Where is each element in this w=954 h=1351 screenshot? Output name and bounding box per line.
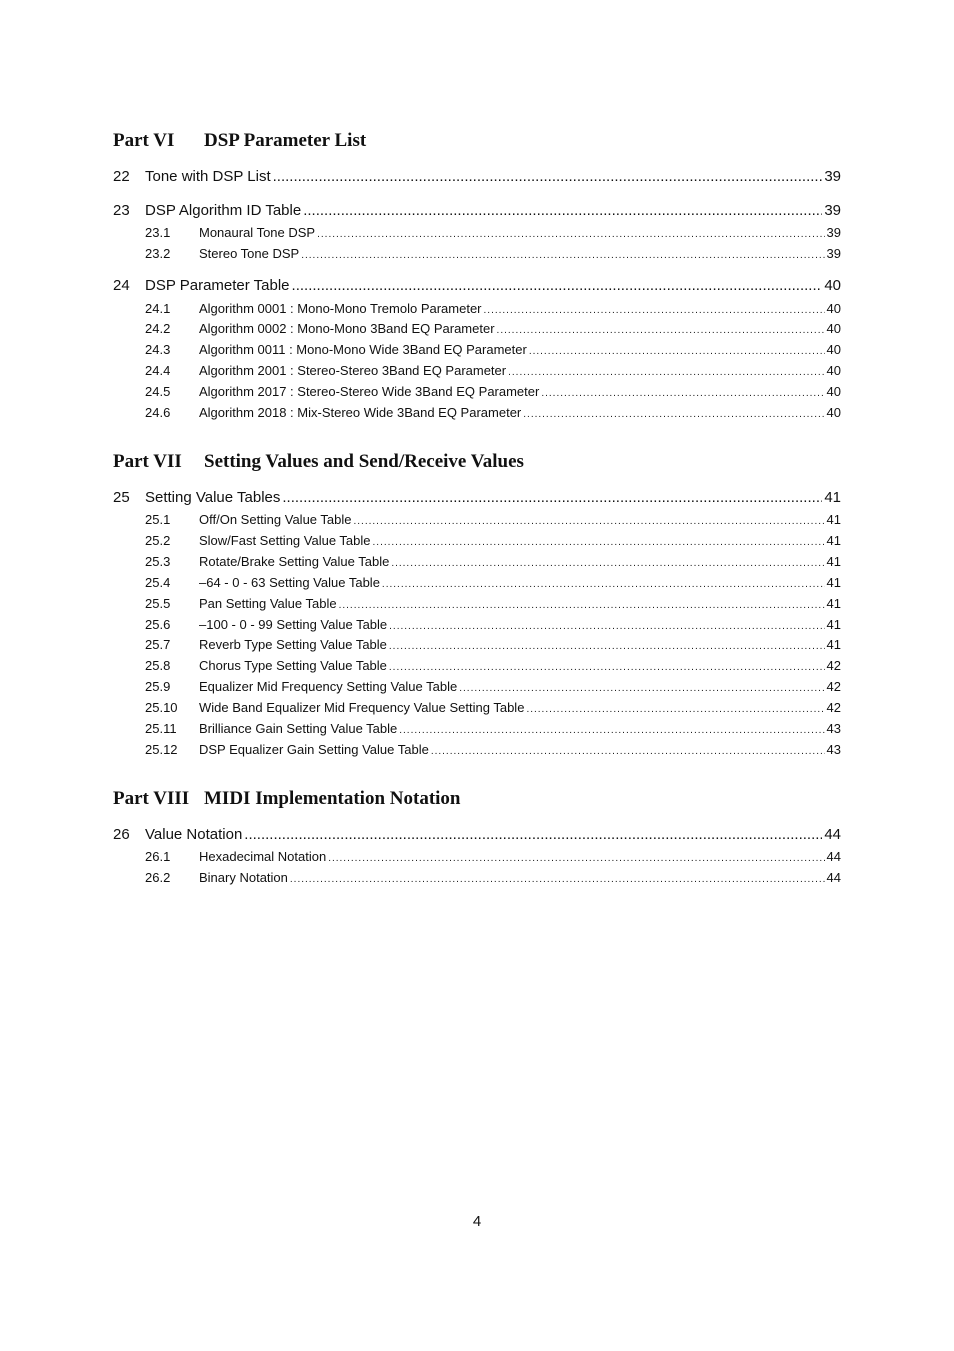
part-heading bbox=[113, 130, 366, 152]
subsection-title: Monaural Tone DSP bbox=[199, 225, 316, 240]
toc-subentry[interactable] bbox=[113, 637, 841, 652]
section-number: 22 bbox=[113, 168, 130, 185]
dot-leader bbox=[389, 658, 825, 673]
subsection-number: 24.4 bbox=[145, 363, 171, 378]
dot-leader bbox=[399, 721, 824, 736]
page-ref: 41 bbox=[826, 617, 841, 632]
toc-subentry[interactable] bbox=[113, 596, 841, 611]
page-ref: 39 bbox=[826, 225, 841, 240]
subsection-number: 25.9 bbox=[145, 679, 171, 694]
toc-subentry[interactable] bbox=[113, 700, 841, 715]
toc-subentry[interactable] bbox=[113, 246, 841, 261]
subsection-title: Algorithm 2001 : Stereo-Stereo 3Band EQ Parameter bbox=[199, 363, 507, 378]
dot-leader bbox=[497, 321, 825, 336]
page-ref: 43 bbox=[826, 742, 841, 757]
dot-leader bbox=[354, 512, 825, 527]
dot-leader bbox=[244, 826, 822, 843]
toc-subentry[interactable] bbox=[113, 342, 841, 357]
dot-leader bbox=[282, 489, 822, 506]
dot-leader bbox=[303, 202, 822, 219]
subsection-title: Off/On Setting Value Table bbox=[199, 512, 352, 527]
subsection-number: 25.2 bbox=[145, 533, 171, 548]
page-ref: 44 bbox=[824, 826, 841, 843]
section-number: 26 bbox=[113, 826, 130, 843]
subsection-title: Brilliance Gain Setting Value Table bbox=[199, 721, 398, 736]
toc-subentry[interactable] bbox=[113, 721, 841, 736]
subsection-number: 24.5 bbox=[145, 384, 171, 399]
toc-subentry[interactable] bbox=[113, 512, 841, 527]
dot-leader bbox=[382, 575, 825, 590]
section-title: DSP Algorithm ID Table bbox=[145, 202, 302, 219]
dot-leader bbox=[459, 679, 824, 694]
subsection-title: Algorithm 0002 : Mono-Mono 3Band EQ Parameter bbox=[199, 321, 495, 336]
toc-subentry[interactable] bbox=[113, 533, 841, 548]
dot-leader bbox=[317, 225, 824, 240]
section-number: 23 bbox=[113, 202, 130, 219]
subsection-title: Algorithm 2017 : Stereo-Stereo Wide 3Band EQ Parameter bbox=[199, 384, 540, 399]
toc-subentry[interactable] bbox=[113, 225, 841, 240]
subsection-title: Equalizer Mid Frequency Setting Value Table bbox=[199, 679, 458, 694]
subsection-number: 25.11 bbox=[145, 721, 177, 736]
toc-subentry[interactable] bbox=[113, 870, 841, 885]
page-ref: 40 bbox=[826, 363, 841, 378]
toc-entry[interactable] bbox=[113, 168, 841, 185]
page-number: 4 bbox=[472, 1213, 482, 1230]
toc-subentry[interactable] bbox=[113, 617, 841, 632]
toc-subentry[interactable] bbox=[113, 363, 841, 378]
subsection-title: Wide Band Equalizer Mid Frequency Value Setting Table bbox=[199, 700, 525, 715]
toc-subentry[interactable] bbox=[113, 742, 841, 757]
dot-leader bbox=[389, 637, 825, 652]
subsection-number: 24.6 bbox=[145, 405, 171, 420]
subsection-title: Reverb Type Setting Value Table bbox=[199, 637, 387, 652]
subsection-number: 25.10 bbox=[145, 700, 178, 715]
subsection-number: 25.4 bbox=[145, 575, 171, 590]
part-heading bbox=[113, 788, 461, 810]
dot-leader bbox=[541, 384, 824, 399]
dot-leader bbox=[339, 596, 825, 611]
subsection-number: 25.1 bbox=[145, 512, 171, 527]
page-ref: 42 bbox=[826, 679, 841, 694]
subsection-title: Rotate/Brake Setting Value Table bbox=[199, 554, 390, 569]
toc-entry[interactable] bbox=[113, 277, 841, 294]
dot-leader bbox=[508, 363, 824, 378]
subsection-number: 23.1 bbox=[145, 225, 171, 240]
subsection-number: 24.3 bbox=[145, 342, 171, 357]
dot-leader bbox=[389, 617, 824, 632]
toc-subentry[interactable] bbox=[113, 849, 841, 864]
toc-entry[interactable] bbox=[113, 826, 841, 843]
page-ref: 40 bbox=[826, 321, 841, 336]
page-ref: 40 bbox=[826, 384, 841, 399]
page-ref: 41 bbox=[824, 489, 841, 506]
section-number: 24 bbox=[113, 277, 130, 294]
subsection-title: Slow/Fast Setting Value Table bbox=[199, 533, 371, 548]
page-ref: 42 bbox=[826, 700, 841, 715]
toc-subentry[interactable] bbox=[113, 679, 841, 694]
subsection-number: 25.7 bbox=[145, 637, 171, 652]
dot-leader bbox=[526, 700, 824, 715]
subsection-title: –64 - 0 - 63 Setting Value Table bbox=[199, 575, 380, 590]
toc-subentry[interactable] bbox=[113, 575, 841, 590]
dot-leader bbox=[290, 870, 825, 885]
section-title: Setting Value Tables bbox=[145, 489, 281, 506]
toc-subentry[interactable] bbox=[113, 301, 841, 316]
subsection-title: Algorithm 0001 : Mono-Mono Tremolo Parameter bbox=[199, 301, 482, 316]
page-ref: 40 bbox=[826, 301, 841, 316]
section-number: 25 bbox=[113, 489, 130, 506]
toc-subentry[interactable] bbox=[113, 658, 841, 673]
page-ref: 44 bbox=[826, 870, 841, 885]
toc-subentry[interactable] bbox=[113, 554, 841, 569]
toc-entry[interactable] bbox=[113, 489, 841, 506]
subsection-title: Algorithm 0011 : Mono-Mono Wide 3Band EQ Parameter bbox=[199, 342, 527, 357]
subsection-title: Stereo Tone DSP bbox=[199, 246, 300, 261]
dot-leader bbox=[273, 168, 823, 185]
subsection-number: 23.2 bbox=[145, 246, 171, 261]
page-ref: 42 bbox=[826, 658, 841, 673]
page-ref: 40 bbox=[826, 405, 841, 420]
subsection-number: 24.1 bbox=[145, 301, 171, 316]
page-ref: 41 bbox=[826, 637, 841, 652]
page-ref: 43 bbox=[826, 721, 841, 736]
page-ref: 41 bbox=[826, 575, 841, 590]
subsection-number: 25.5 bbox=[145, 596, 171, 611]
subsection-title: Binary Notation bbox=[199, 870, 288, 885]
page-ref: 41 bbox=[826, 554, 841, 569]
dot-leader bbox=[328, 849, 824, 864]
page-ref: 39 bbox=[824, 202, 841, 219]
subsection-number: 26.1 bbox=[145, 849, 171, 864]
page-ref: 40 bbox=[826, 342, 841, 357]
section-title: Tone with DSP List bbox=[145, 168, 271, 185]
dot-leader bbox=[391, 554, 824, 569]
toc-subentry[interactable] bbox=[113, 321, 841, 336]
subsection-title: –100 - 0 - 99 Setting Value Table bbox=[199, 617, 388, 632]
dot-leader bbox=[431, 742, 825, 757]
dot-leader bbox=[292, 277, 823, 294]
subsection-title: Algorithm 2018 : Mix-Stereo Wide 3Band EQ Parameter bbox=[199, 405, 522, 420]
part-title: Setting Values and Send/Receive Values bbox=[204, 451, 524, 472]
page-ref: 44 bbox=[826, 849, 841, 864]
part-title: MIDI Implementation Notation bbox=[204, 788, 461, 809]
part-label: Part VI bbox=[113, 130, 175, 151]
toc-subentry[interactable] bbox=[113, 384, 841, 399]
dot-leader bbox=[523, 405, 824, 420]
toc-entry[interactable] bbox=[113, 202, 841, 219]
subsection-number: 26.2 bbox=[145, 870, 171, 885]
page-ref: 41 bbox=[826, 512, 841, 527]
subsection-number: 25.12 bbox=[145, 742, 178, 757]
subsection-title: Pan Setting Value Table bbox=[199, 596, 337, 611]
subsection-title: Hexadecimal Notation bbox=[199, 849, 327, 864]
page-ref: 41 bbox=[826, 596, 841, 611]
part-label: Part VIII bbox=[113, 788, 190, 809]
dot-leader bbox=[529, 342, 825, 357]
page-ref: 41 bbox=[826, 533, 841, 548]
subsection-title: Chorus Type Setting Value Table bbox=[199, 658, 387, 673]
toc-subentry[interactable] bbox=[113, 405, 841, 420]
dot-leader bbox=[301, 246, 824, 261]
subsection-number: 24.2 bbox=[145, 321, 171, 336]
subsection-number: 25.8 bbox=[145, 658, 171, 673]
subsection-number: 25.6 bbox=[145, 617, 171, 632]
page-ref: 40 bbox=[824, 277, 841, 294]
subsection-title: DSP Equalizer Gain Setting Value Table bbox=[199, 742, 429, 757]
page-ref: 39 bbox=[824, 168, 841, 185]
page-ref: 39 bbox=[826, 246, 841, 261]
subsection-number: 25.3 bbox=[145, 554, 171, 569]
dot-leader bbox=[373, 533, 825, 548]
part-label: Part VII bbox=[113, 451, 182, 472]
part-title: DSP Parameter List bbox=[204, 130, 367, 151]
part-heading bbox=[113, 451, 524, 473]
section-title: Value Notation bbox=[145, 826, 243, 843]
dot-leader bbox=[484, 301, 825, 316]
section-title: DSP Parameter Table bbox=[145, 277, 290, 294]
